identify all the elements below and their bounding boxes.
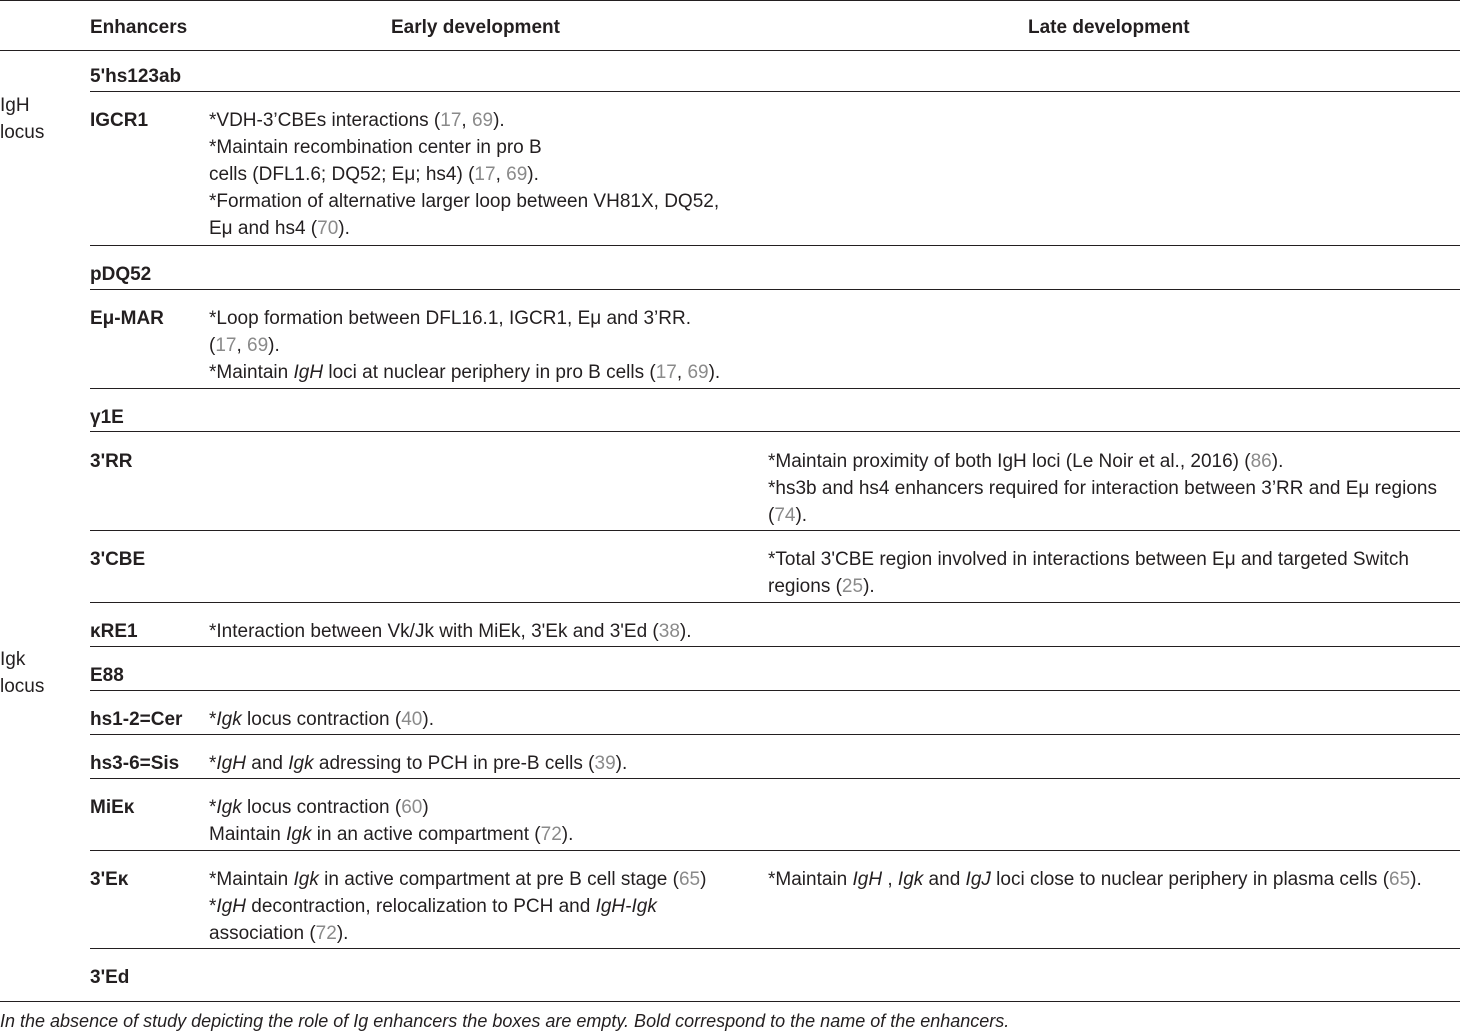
reference-number: 17: [655, 362, 677, 383]
cell-line: *Maintain IgH , Igk and IgJ loci close to nuclear periphery in plasma cells (65).: [768, 869, 1422, 890]
cell-line: cells (DFL1.6; DQ52; Eμ; hs4) (17, 69).: [209, 164, 539, 185]
reference-number: 65: [678, 869, 701, 890]
group-label-line: Igk: [0, 649, 26, 670]
cell-line: *Maintain IgH loci at nuclear periphery in pro B cells (17, 69).: [209, 362, 721, 383]
reference-number: 38: [658, 621, 680, 642]
reference-number: 69: [471, 110, 494, 131]
reference-number: 39: [594, 753, 616, 774]
row-divider: [90, 850, 1460, 851]
cell-line: *Igk locus contraction (40).: [209, 709, 434, 730]
cell-line: association (72).: [209, 923, 349, 944]
cell-line: (74).: [768, 505, 808, 526]
cell-line: *Interaction between Vk/Jk with MiEk, 3'Ek and 3'Ed (38).: [209, 621, 692, 642]
early-cell-emu-mar: [209, 305, 720, 386]
enhancer-name: κRE1: [90, 621, 138, 642]
cell-line: *Maintain Igk in active compartment at pre B cell stage (65): [209, 869, 707, 890]
early-cell-miek: [209, 794, 573, 848]
cell-line: *Igk locus contraction (60): [209, 797, 429, 818]
early-cell-kre1: [209, 618, 692, 645]
reference-number: 74: [774, 505, 796, 526]
reference-number: 65: [1389, 869, 1411, 890]
row-divider: [90, 778, 1460, 779]
cell-line: *Formation of alternative larger loop between VH81X, DQ52,: [209, 191, 720, 212]
early-cell-hs3-6: [209, 750, 627, 777]
group-label-igh: [0, 92, 80, 146]
reference-number: 69: [506, 164, 528, 185]
reference-number: 86: [1250, 451, 1272, 472]
row-divider: [90, 388, 1460, 389]
row-divider: [90, 948, 1460, 949]
group-label-igk: [0, 646, 80, 700]
row-divider: [90, 245, 1460, 246]
enhancer-name: IGCR1: [90, 110, 149, 131]
row-divider: [90, 431, 1460, 432]
early-cell-igcr1: [209, 107, 719, 242]
enhancer-name: γ1E: [90, 407, 124, 428]
header-rule: [0, 50, 1460, 51]
enhancer-name: pDQ52: [90, 264, 152, 285]
group-label-line: locus: [0, 676, 45, 697]
late-cell-3rr: [768, 448, 1437, 529]
cell-line: regions (25).: [768, 576, 875, 597]
late-cell-3ek: [768, 866, 1422, 893]
enhancer-name: 3'CBE: [90, 549, 146, 570]
reference-number: 72: [540, 824, 562, 845]
row-divider: [90, 289, 1460, 290]
reference-number: 17: [474, 164, 496, 185]
group-label-line: IgH: [0, 95, 30, 116]
enhancer-name: 5'hs123ab: [90, 66, 182, 87]
cell-line: *Maintain proximity of both IgH loci (Le Noir et al., 2016) (86).: [768, 451, 1284, 472]
table-footnote: In the absence of study depicting the role of Ig enhancers the boxes are empty. Bold correspond to the name of the enhancers.: [0, 1011, 1010, 1031]
enhancer-name: E88: [90, 665, 124, 686]
cell-line: Maintain Igk in an active compartment (72).: [209, 824, 574, 845]
reference-number: 70: [317, 218, 339, 239]
row-divider: [90, 91, 1460, 92]
enhancer-name: hs1-2=Cer: [90, 709, 183, 730]
enhancer-name: 3'RR: [90, 451, 133, 472]
table-top-rule: [0, 0, 1460, 1]
early-cell-3ek: [209, 866, 706, 947]
reference-number: 17: [215, 335, 237, 356]
enhancer-name: MiEκ: [90, 797, 135, 818]
cell-line: *hs3b and hs4 enhancers required for interaction between 3’RR and Eμ regions: [768, 478, 1437, 499]
reference-number: 40: [401, 709, 423, 730]
enhancer-name: hs3-6=Sis: [90, 753, 180, 774]
table-bottom-rule: [0, 1001, 1460, 1002]
cell-line: *Maintain recombination center in pro B: [209, 137, 542, 158]
header-enhancers: Enhancers: [90, 17, 188, 38]
cell-line: *IgH decontraction, relocalization to PCH and IgH-Igk: [209, 896, 657, 917]
reference-number: 17: [440, 110, 462, 131]
row-divider: [90, 734, 1460, 735]
cell-line: *IgH and Igk adressing to PCH in pre-B cells (39).: [209, 753, 628, 774]
reference-number: 60: [401, 797, 423, 818]
reference-number: 69: [247, 335, 269, 356]
late-cell-3cbe: [768, 546, 1409, 600]
early-cell-hs1-2: [209, 706, 434, 733]
cell-line: *Loop formation between DFL16.1, IGCR1, Eμ and 3’RR.: [209, 308, 691, 329]
cell-line: *VDH-3’CBEs interactions (17, 69).: [209, 110, 505, 131]
enhancer-name: Eμ-MAR: [90, 308, 164, 329]
row-divider: [90, 690, 1460, 691]
row-divider: [90, 530, 1460, 531]
enhancer-name: 3'Ed: [90, 967, 130, 988]
reference-number: 25: [841, 576, 864, 597]
header-early-development: Early development: [391, 17, 560, 38]
row-divider: [90, 602, 1460, 603]
enhancer-name: 3'Eκ: [90, 869, 129, 890]
reference-number: 72: [315, 923, 337, 944]
row-divider: [90, 646, 1460, 647]
group-label-line: locus: [0, 122, 45, 143]
header-late-development: Late development: [1028, 17, 1190, 38]
cell-line: *Total 3'CBE region involved in interactions between Eμ and targeted Switch: [768, 549, 1409, 570]
cell-line: Eμ and hs4 (70).: [209, 218, 350, 239]
reference-number: 69: [687, 362, 709, 383]
cell-line: (17, 69).: [209, 335, 280, 356]
